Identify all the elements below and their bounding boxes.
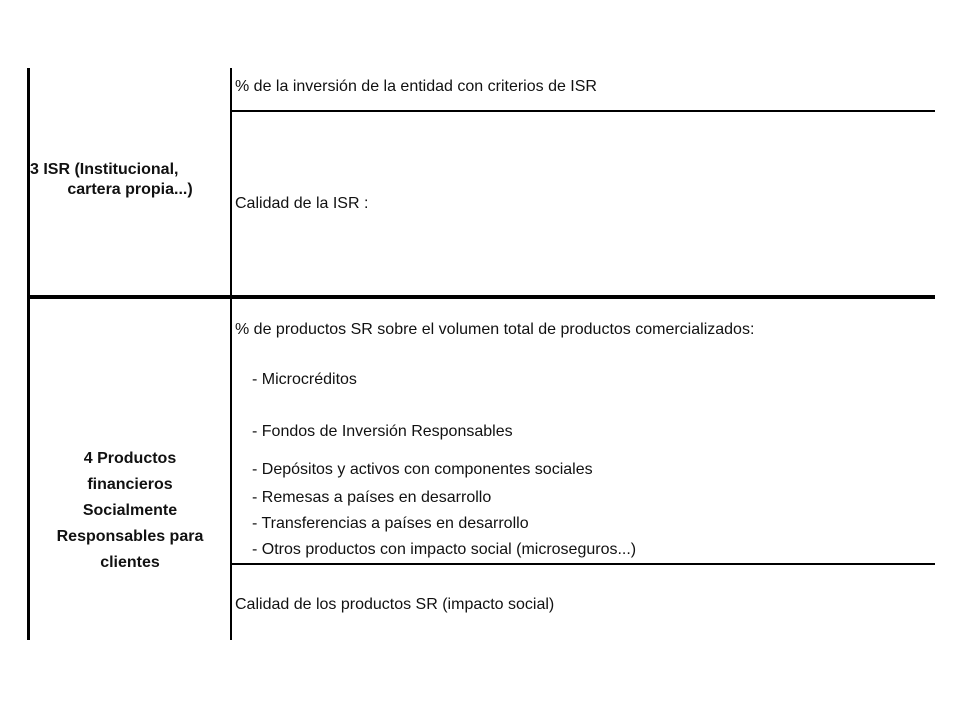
indicator-isr-quality: Calidad de la ISR :: [235, 195, 369, 212]
section-label-line: financieros: [87, 476, 173, 493]
section-label-line: cartera propia...): [67, 181, 193, 198]
indicator-sr-products-percentage: % de productos SR sobre el volumen total de productos comercializados:: [235, 321, 755, 338]
column-divider: [230, 68, 232, 640]
section-label-line: Responsables para: [56, 528, 204, 545]
section-label-3: [30, 160, 230, 200]
list-item: - Microcréditos: [252, 371, 357, 388]
list-item: - Fondos de Inversión Responsables: [252, 423, 513, 440]
indicator-sr-products-quality: Calidad de los productos SR (impacto social): [235, 596, 555, 613]
section-label-line: Socialmente: [82, 502, 178, 519]
list-item: - Transferencias a países en desarrollo: [252, 515, 529, 532]
section-label-line: 4 Productos: [83, 450, 177, 467]
section-label-line: clientes: [100, 554, 160, 571]
list-item: - Remesas a países en desarrollo: [252, 489, 492, 506]
indicator-isr-percentage: % de la inversión de la entidad con criterios de ISR: [235, 78, 597, 95]
section-label-line: 3 ISR (Institucional,: [30, 161, 179, 178]
list-item: - Depósitos y activos con componentes sociales: [252, 461, 593, 478]
row-divider: [232, 110, 935, 112]
section-divider: [27, 295, 935, 299]
row-divider: [232, 563, 935, 565]
section-label-4: [30, 446, 230, 576]
list-item: - Otros productos con impacto social (microseguros...): [252, 541, 637, 558]
